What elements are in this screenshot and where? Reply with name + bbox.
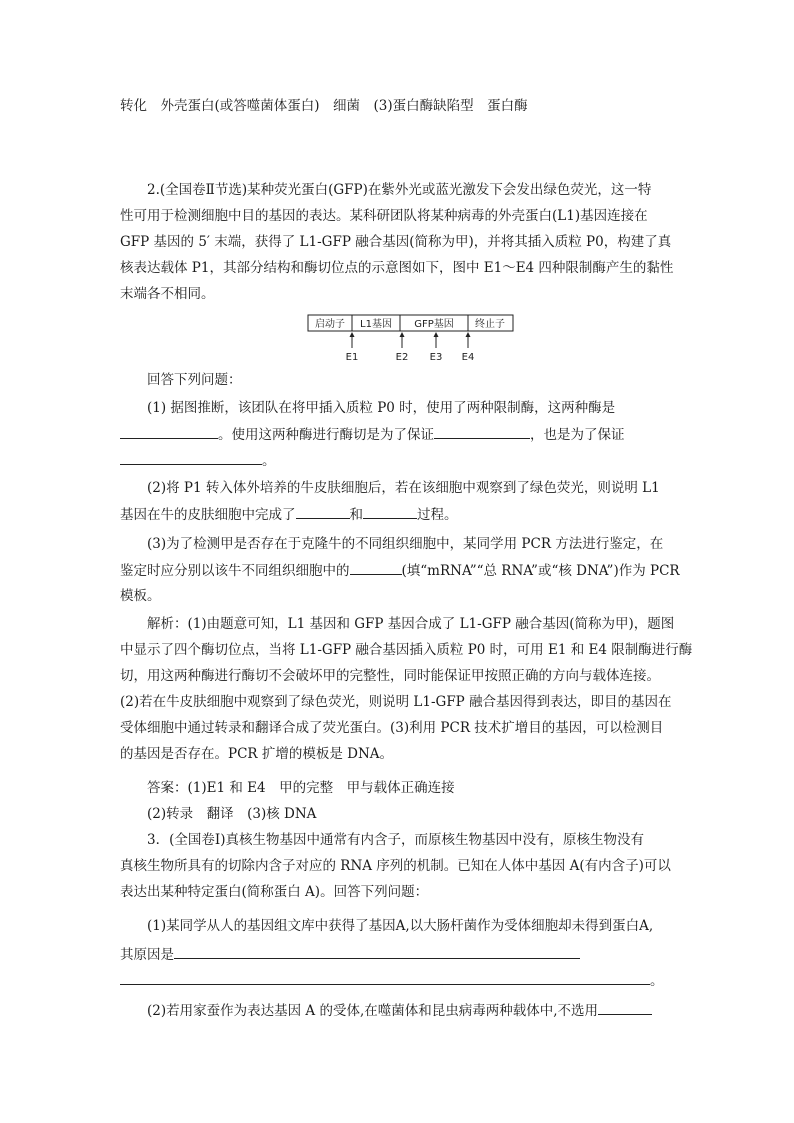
q2-stem-line-1: 2.(全国卷Ⅱ节选)某种荧光蛋白(GFP)在紫外光或蓝光激发下会发出绿色荧光，这一特 [147,182,652,198]
analysis-line-6: 的基因是否存在。PCR 扩增的模板是 DNA。 [120,746,394,762]
arrow-up-icon [434,332,439,337]
answer-blank[interactable] [120,424,218,439]
cut-site-e1 [346,332,359,363]
arrow-up-icon [350,332,355,337]
analysis-line-4: (2)若在牛皮肤细胞中观察到了绿色荧光，则说明 L1-GFP 融合基因得到表达，即目的基因在 [120,694,672,710]
analysis-line-5: 受体细胞中通过转录和翻译合成了荧光蛋白。(3)利用 PCR 技术扩增目的基因，可以检测目 [120,720,664,736]
q3-sub1-line-2: 其原因是 [120,944,580,965]
gene-construct-diagram [300,314,520,366]
promoter-label: 启动子 [315,319,345,330]
q2-sub3-line-1: (3)为了检测甲是否存在于克隆牛的不同组织细胞中，某同学用 PCR 方法进行鉴定，在 [147,536,664,552]
gfp-gene-label: GFP基因 [414,319,454,330]
q2-sub3-line-3: 模板。 [120,588,161,604]
q2-sub1-line-2: 。使用这两种酶进行酶切是为了保证 ，也是为了保证 [120,424,625,445]
arrow-up-icon [466,332,471,337]
cut-site-e3 [430,332,443,363]
q2-sub3-line-2: 鉴定时应分别以该牛不同组织细胞中的 (填“mRNA”“总 RNA”或“核 DNA”)作为 PCR [120,560,680,581]
answer-blank[interactable] [174,944,580,959]
answer-blank[interactable] [434,424,530,439]
site-label: E3 [429,352,443,363]
answer-blank[interactable] [598,1000,652,1015]
answer-prompt: 回答下列问题： [147,372,242,388]
analysis-line-1: 解析：(1)由题意可知，L1 基因和 GFP 基因合成了 L1-GFP 融合基因(简称为甲)，题图 [147,616,675,632]
answer-blank[interactable] [363,504,417,519]
analysis-line-3: 切，用这两种酶进行酶切不会破坏甲的完整性，同时能保证甲按照正确的方向与载体连接。 [120,668,660,684]
cut-site-e4 [462,332,475,363]
q2-sub2-line-1: (2)将 P1 转入体外培养的牛皮肤细胞后，若在该细胞中观察到了绿色荧光，则说明 L1 [147,480,660,496]
l1-gene-label: L1基因 [360,319,392,330]
q2-stem-line-4: 核表达载体 P1，其部分结构和酶切位点的示意图如下，图中 E1～E4 四种限制酶产生的黏性 [120,260,674,276]
q2-stem-line-2: 性可用于检测细胞中目的基因的表达。某科研团队将某种病毒的外壳蛋白(L1)基因连接在 [120,208,648,224]
site-label: E1 [345,352,359,363]
cut-site-e2 [396,332,409,363]
q2-sub1-line-1: (1) 据图推断，该团队在将甲插入质粒 P0 时，使用了两种限制酶，这两种酶是 [147,400,616,416]
answer-key-line-1: 答案：(1)E1 和 E4 甲的完整 甲与载体正确连接 [147,780,455,796]
q2-stem-line-3: GFP 基因的 5′ 末端，获得了 L1-GFP 融合基因(简称为甲)，并将其插入质粒 P0，构建了真 [120,234,672,250]
terminator-label: 终止子 [475,319,505,330]
q3-sub1-line-3: 。 [120,970,664,991]
q3-sub2-line-1: (2)若用家蚕作为表达基因 A 的受体,在噬菌体和昆虫病毒两种载体中,不选用 [147,1000,652,1021]
q3-sub1-line-1: (1)某同学从人的基因组文库中获得了基因A,以大肠杆菌作为受体细胞却未得到蛋白A, [147,918,654,934]
q3-stem-line-1: 3．(全国卷Ⅰ)真核生物基因中通常有内含子，而原核生物基因中没有，原核生物没有 [147,832,644,848]
arrow-up-icon [400,332,405,337]
answer-blank[interactable] [120,450,262,465]
q2-sub1-line-3: 。 [120,450,276,471]
q3-stem-line-3: 表达出某种特定蛋白(简称蛋白 A)。回答下列问题： [120,884,429,900]
answer-blank[interactable] [296,504,350,519]
previous-answer-line: 转化 外壳蛋白(或答噬菌体蛋白) 细菌 (3)蛋白酶缺陷型 蛋白酶 [120,98,528,114]
answer-blank[interactable] [350,560,402,575]
analysis-line-2: 中显示了四个酶切位点，当将 L1-GFP 融合基因插入质粒 P0 时，可用 E1 和 E4 限制酶进行酶 [120,642,693,658]
site-label: E4 [461,352,475,363]
q3-stem-line-2: 真核生物所具有的切除内含子对应的 RNA 序列的机制。已知在人体中基因 A(有内含子)可以 [120,858,671,874]
q2-stem-line-5: 末端各不相同。 [120,286,215,302]
q2-sub2-line-2: 基因在牛的皮肤细胞中完成了 和 过程。 [120,504,458,525]
site-label: E2 [395,352,409,363]
answer-key-line-2: (2)转录 翻译 (3)核 DNA [147,806,317,822]
answer-blank[interactable] [120,970,650,985]
